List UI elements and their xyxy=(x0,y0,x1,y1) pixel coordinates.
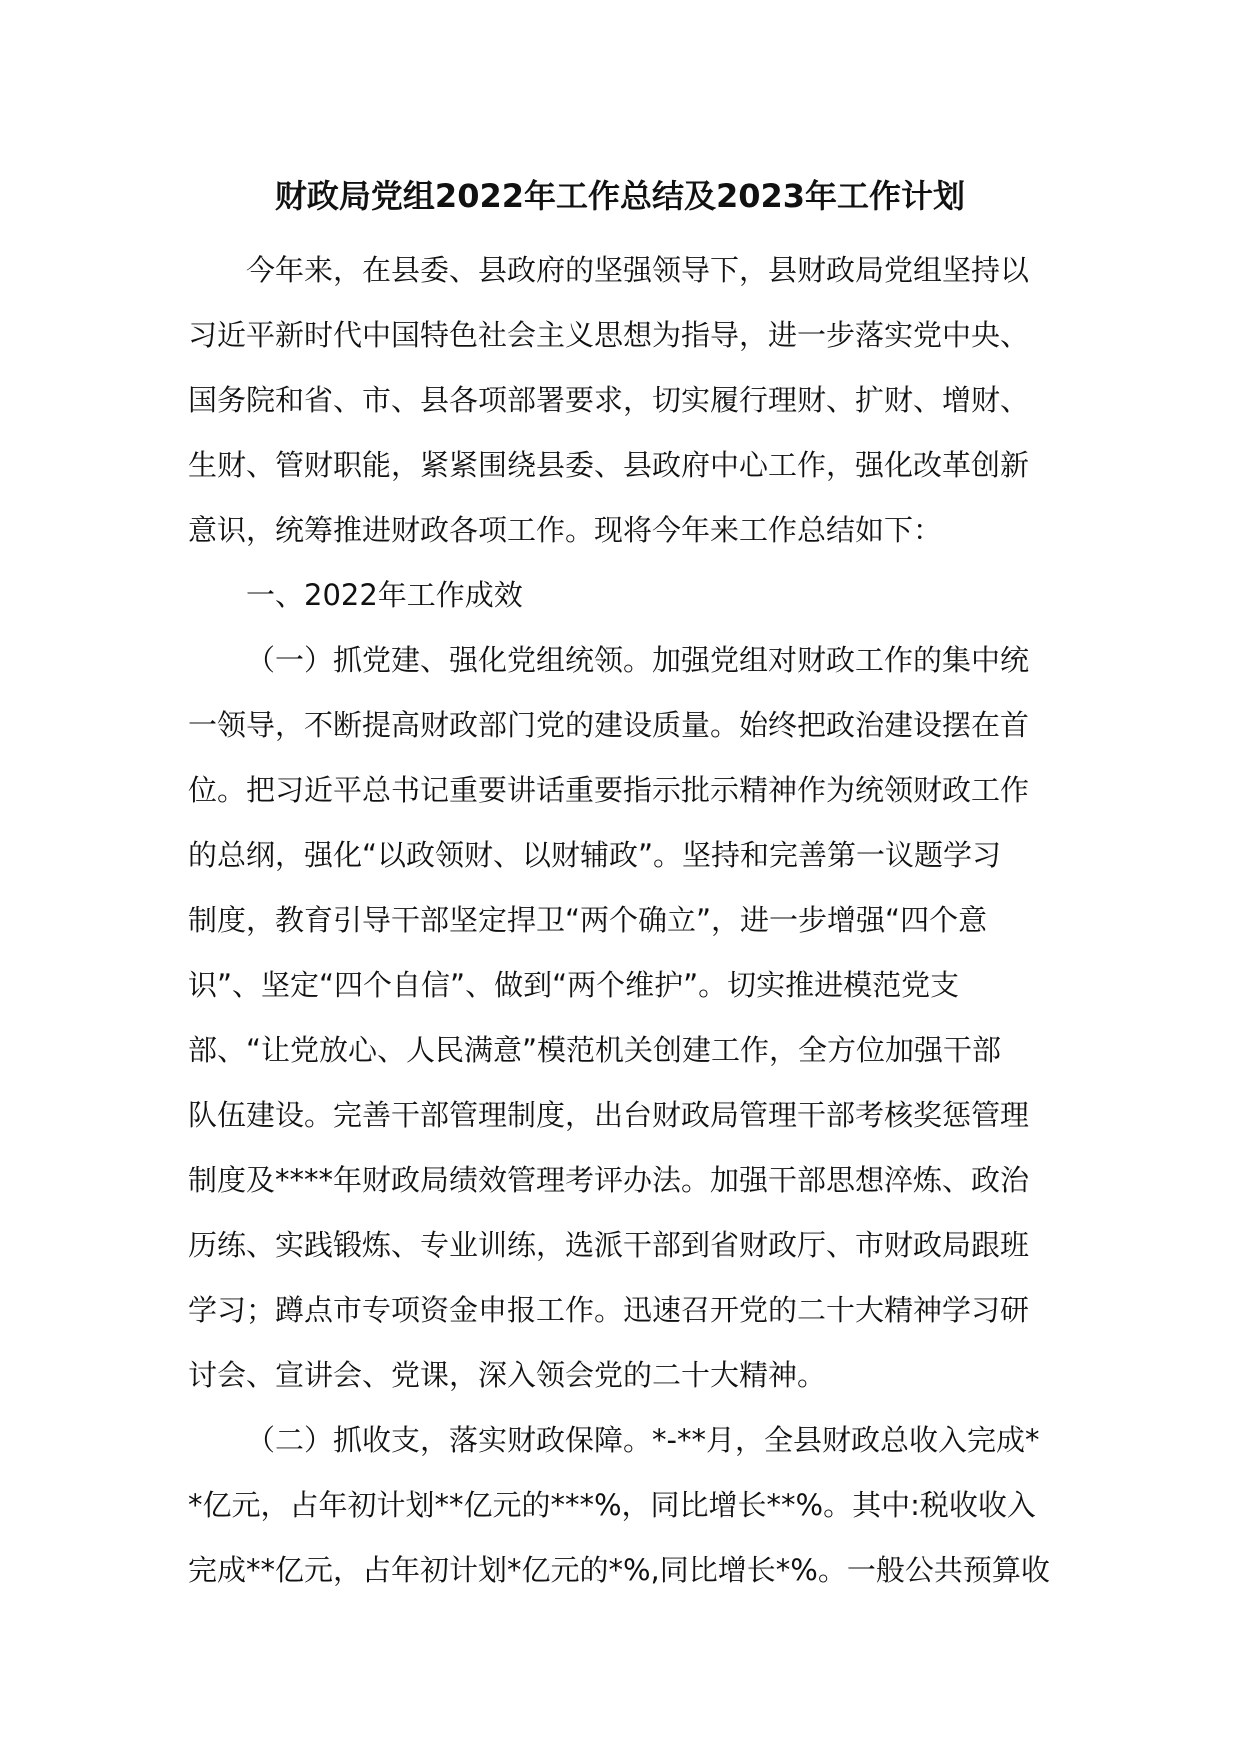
paragraph-line: 的总纲，强化“以政领财、以财辅政”。坚持和完善第一议题学习 xyxy=(188,838,1002,872)
paragraph-line: 意识，统筹推进财政各项工作。现将今年来工作总结如下： xyxy=(188,513,943,547)
section-heading: 一、2022年工作成效 xyxy=(246,578,523,612)
paragraph-line: 国务院和省、市、县各项部署要求，切实履行理财、扩财、增财、 xyxy=(188,383,1030,417)
paragraph-line: 今年来，在县委、县政府的坚强领导下，县财政局党组坚持以 xyxy=(246,253,1030,287)
document-title: 财政局党组2022年工作总结及2023年工作计划 xyxy=(274,177,966,215)
paragraph-line: （一）抓党建、强化党组统领。加强党组对财政工作的集中统 xyxy=(246,643,1030,677)
paragraph-line: 一领导，不断提高财政部门党的建设质量。始终把政治建设摆在首 xyxy=(188,708,1030,742)
paragraph-line: *亿元，占年初计划**亿元的***%，同比增长**%。其中:税收收入 xyxy=(188,1488,1036,1522)
paragraph-line: 制度，教育引导干部坚定捍卫“两个确立”，进一步增强“四个意 xyxy=(188,903,988,937)
paragraph-line: 部、“让党放心、人民满意”模范机关创建工作，全方位加强干部 xyxy=(188,1033,1002,1067)
paragraph-line: 位。把习近平总书记重要讲话重要指示批示精神作为统领财政工作 xyxy=(188,773,1030,807)
paragraph-line: 完成**亿元，占年初计划*亿元的*%,同比增长*%。一般公共预算收 xyxy=(188,1553,1050,1587)
paragraph-line: 制度及****年财政局绩效管理考评办法。加强干部思想淬炼、政治 xyxy=(188,1163,1030,1197)
paragraph-line: 学习；蹲点市专项资金申报工作。迅速召开党的二十大精神学习研 xyxy=(188,1293,1030,1327)
paragraph-line: 识”、坚定“四个自信”、做到“两个维护”。切实推进模范党支 xyxy=(188,968,960,1002)
paragraph-line: 历练、实践锻炼、专业训练，选派干部到省财政厅、市财政局跟班 xyxy=(188,1228,1030,1262)
paragraph-line: 生财、管财职能，紧紧围绕县委、县政府中心工作，强化改革创新 xyxy=(188,448,1030,482)
paragraph-line: 习近平新时代中国特色社会主义思想为指导，进一步落实党中央、 xyxy=(188,318,1030,352)
paragraph-line: （二）抓收支，落实财政保障。*-**月，全县财政总收入完成* xyxy=(246,1423,1040,1457)
paragraph-line: 讨会、宣讲会、党课，深入领会党的二十大精神。 xyxy=(188,1358,827,1392)
document-body xyxy=(188,238,1052,1603)
paragraph-line: 队伍建设。完善干部管理制度，出台财政局管理干部考核奖惩管理 xyxy=(188,1098,1030,1132)
